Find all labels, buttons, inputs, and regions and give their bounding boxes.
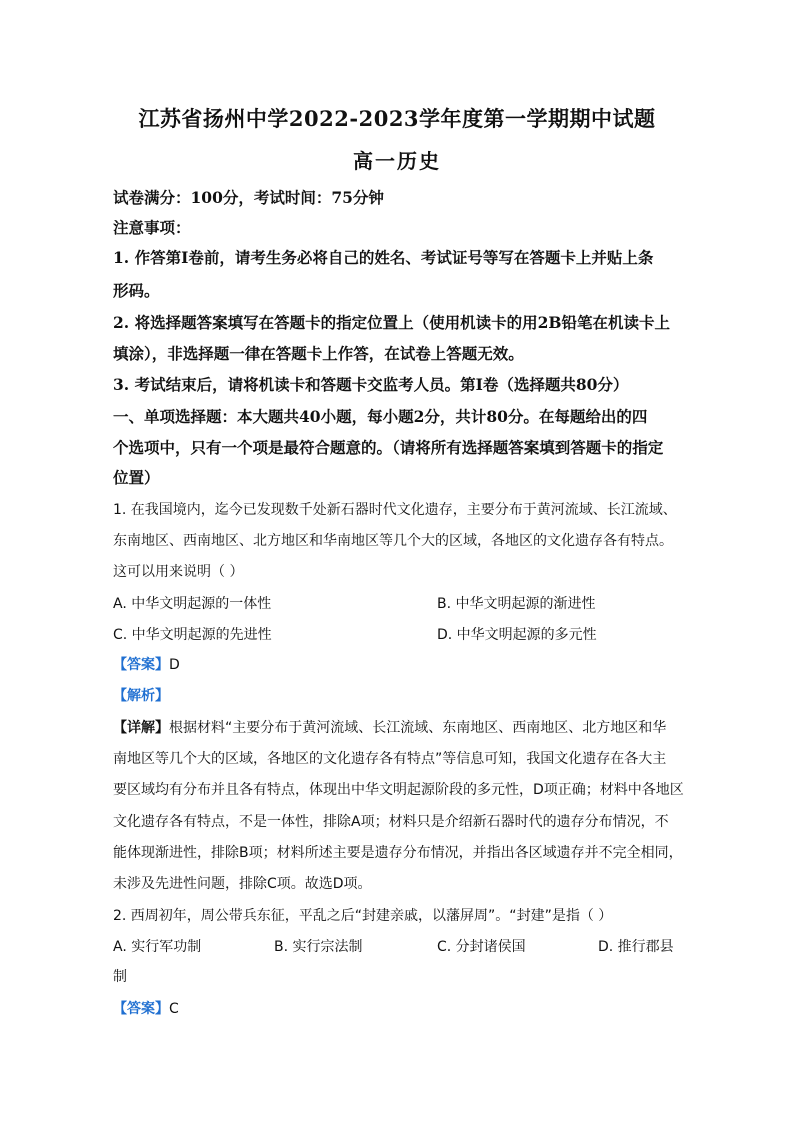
q1-detail-line-2: 南地区等几个大的区域，各地区的文化遗存各有特点”等信息可知，我国文化遗存在各大主 [113, 751, 667, 767]
exam-title: 江苏省扬州中学2022-2023学年度第一学期期中试题 [138, 106, 656, 131]
q2-answer-tag: 【答案】 [113, 1001, 169, 1017]
q2-answer-line [113, 998, 179, 1018]
q2-option-a: A. 实行军功制 [113, 939, 202, 955]
exam-subtitle: 高一历史 [353, 149, 441, 173]
notice-item-2-line-2: 填涂），非选择题一律在答题卡上作答，在试卷上答题无效。 [113, 344, 524, 363]
q1-option-c: C. 中华文明起源的先进性 [113, 627, 272, 643]
q2-option-d: D. 推行郡县 [598, 939, 674, 955]
q1-stem-line-2: 东南地区、西南地区、北方地区和华南地区等几个大的区域，各地区的文化遗存各有特点。 [113, 533, 673, 549]
q1-detail-line-5: 能体现渐进性，排除B项；材料所述主要是遗存分布情况，并指出各区域遗存并不完全相同， [113, 845, 683, 861]
q1-analysis-line [113, 685, 169, 705]
q1-detail-line-3: 要区域均有分布并且各有特点，体现出中华文明起源阶段的多元性，D项正确；材料中各地区 [113, 782, 684, 798]
q1-option-d: D. 中华文明起源的多元性 [437, 627, 597, 643]
q1-analysis-tag: 【解析】 [113, 688, 169, 704]
q1-answer-value: D [169, 657, 180, 673]
q1-detail-line-6: 未涉及先进性问题，排除C项。故选D项。 [113, 876, 372, 892]
q2-option-b: B. 实行宗法制 [274, 939, 363, 955]
section-heading-line-2: 个选项中，只有一个项是最符合题意的。（请将所有选择题答案填到答题卡的指定 [113, 438, 664, 457]
q1-option-a: A. 中华文明起源的一体性 [113, 596, 272, 612]
q2-stem: 2. 西周初年，周公带兵东征，平乱之后“封建亲戚，以藩屏周”。“封建”是指（ ） [113, 908, 613, 924]
q1-detail-text-1: 根据材料“主要分布于黄河流域、长江流域、东南地区、西南地区、北方地区和华 [169, 720, 667, 736]
section-heading-line-3: 位置） [113, 468, 160, 487]
q2-option-c: C. 分封诸侯国 [437, 939, 526, 955]
q2-option-d-wrap: 制 [113, 969, 127, 985]
score-time-line: 试卷满分：100分，考试时间：75分钟 [113, 188, 384, 207]
q1-detail-tag: 【详解】 [113, 720, 169, 736]
q1-stem-line-1: 1. 在我国境内，迄今已发现数千处新石器时代文化遗存，主要分布于黄河流域、长江流域、 [113, 502, 677, 518]
q1-answer-tag: 【答案】 [113, 657, 169, 673]
q1-detail-line-1 [113, 717, 666, 737]
q1-answer-line [113, 654, 180, 674]
q1-option-b: B. 中华文明起源的渐进性 [437, 596, 596, 612]
q1-detail-line-4: 文化遗存各有特点，不是一体性，排除A项；材料只是介绍新石器时代的遗存分布情况，不 [113, 814, 669, 830]
notice-item-1-line-1: 1. 作答第Ⅰ卷前，请考生务必将自己的姓名、考试证号等写在答题卡上并贴上条 [113, 248, 654, 267]
q1-stem-line-3: 这可以用来说明（ ） [113, 564, 244, 580]
notice-heading: 注意事项： [113, 218, 191, 237]
q2-answer-value: C [169, 1001, 179, 1017]
notice-item-1-line-2: 形码。 [113, 281, 160, 300]
section-heading-line-1: 一、单项选择题：本大题共40小题，每小题2分，共计80分。在每题给出的四 [113, 407, 648, 426]
notice-item-2-line-1: 2. 将选择题答案填写在答题卡的指定位置上（使用机读卡的用2B铅笔在机读卡上 [113, 313, 670, 332]
notice-item-3-line-1: 3. 考试结束后，请将机读卡和答题卡交监考人员。第Ⅰ卷（选择题共80分） [113, 375, 629, 394]
